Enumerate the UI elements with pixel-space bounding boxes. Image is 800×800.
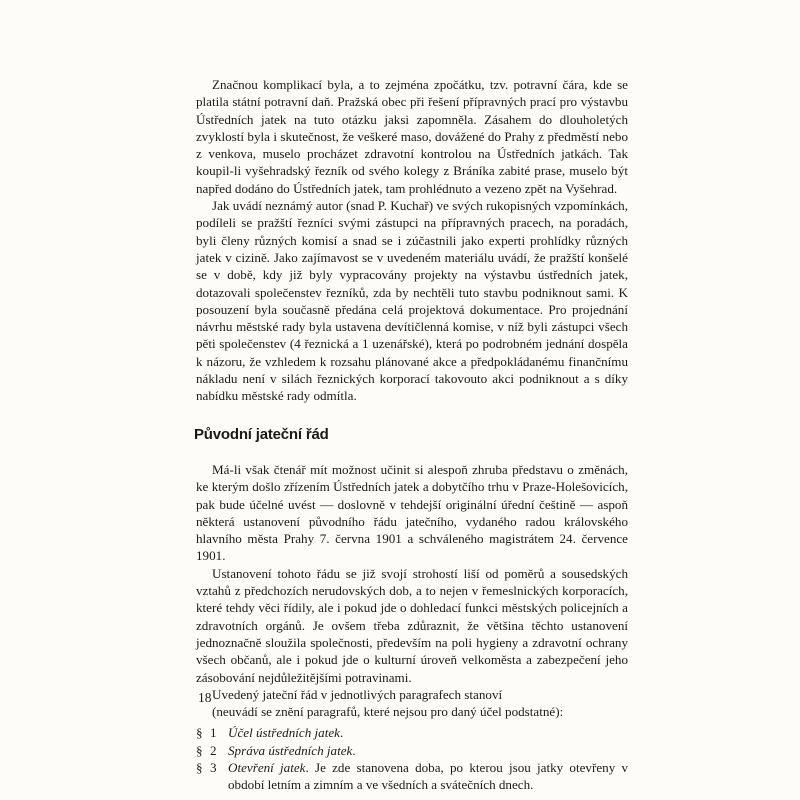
item-body (228, 724, 628, 741)
list-item (196, 724, 628, 741)
paragraph: Ustanovení tohoto řádu se již svojí strohostí liší od poměrů a sousedských vztahů z předchozích nerudovských dob, a to nejen v řemeslnických korporacích, které tehdy věci řídily, ale i pokud jde o dohledací funkci městských policejních a zdravotních orgánů. Je ovšem třeba zdůraznit, že většina těchto ustanovení jednoznačně sloužila společnosti, především na poli hygieny a zdravotní ochrany všech občanů, ale i pokud jde o kulturní úroveň velkoměsta a zabezpečení jeho zásobování nejdůležitějšími potravinami. (196, 565, 628, 685)
item-number: 3 (210, 759, 217, 775)
item-title-end: . (352, 742, 356, 758)
text-block (196, 76, 628, 794)
paragraph: Jak uvádí neznámý autor (snad P. Kuchař) ve svých rukopisných vzpomínkách, podíleli se pražští řezníci svými zástupci na přípravných pracech, na poradách, byli členy různých komisí a snad se i zúčastnili jako experti prohlídky různých jatek v cizině. Jako zajímavost se v uvedeném materiálu uvádí, že pražští konšelé se v době, kdy již byly vypracovány projekty na výstavbu ústředních jatek, dotazovali společenstev řezníků, zda by nechtěli tuto stavbu podniknout sami. K posouzení byla současně předána celá projektová dokumentace. Pro projednání návrhu městské rady byla ustavena devítičlenná komise, v níž byli zástupci všech pěti společenstev (4 řeznická a 1 uzenářské), která po podrobném jednání dospěla k názoru, že vzhledem k rozsahu plánované akce a předpokládanému finančnímu nákladu není v silách řeznických korporací takovouto akci podniknout a s díky nabídku městské rady odmítla. (196, 198, 628, 404)
item-title: Účel ústředních jatek (228, 725, 340, 741)
item-body (228, 742, 628, 759)
page-number: 18 (198, 690, 212, 705)
item-number: 1 (210, 725, 217, 741)
paragraph: Uvedený jateční řád v jednotlivých paragrafech stanoví (212, 686, 503, 702)
item-text: Je zde stanovena doba, po kterou jsou jatky otevřeny v období letním a zimním a ve všedních a svátečních dnech. (228, 759, 628, 793)
paragraph: Značnou komplikací byla, a to zejména zpočátku, tzv. potravní čára, kde se platila státní potravní daň. Pražská obec při řešení přípravných prací pro výstavbu Ústředních jatek na tuto otázku jaksi zapomněla. Zásahem do dlouholetých zvyklostí byla i skutečnost, že veškeré maso, dovážené do Prahy z předměstí nebo z venkova, muselo procházet zdravotní kontrolou na Ústředních jatkách. Tak koupil-li vyšehradský řezník od svého kolegy z Bráníka zabité prase, muselo být napřed dodáno do Ústředních jatek, tam prohlédnuto a vezeno zpět na Vyšehrad. (196, 77, 628, 196)
item-number: 2 (210, 742, 217, 758)
list-intro-note: (neuvádí se znění paragrafů, které nejsou pro daný účel podstatné): (212, 704, 564, 720)
paragraph-list (196, 724, 628, 793)
item-title: Otevření jatek (228, 759, 306, 775)
section-sign: § (196, 725, 203, 741)
item-title-end: . (340, 725, 344, 741)
section-sign: § (196, 759, 203, 775)
list-item (196, 759, 628, 794)
item-title-end: . (305, 759, 309, 775)
section-sign: § (196, 742, 203, 758)
item-body (228, 759, 628, 794)
section-heading: Původní jateční řád (194, 425, 329, 443)
list-item (196, 742, 628, 759)
item-title: Správa ústředních jatek (228, 742, 353, 758)
paragraph: Má-li však čtenář mít možnost učinit si alespoň zhruba představu o změnách, ke kterým došlo zřízením Ústředních jatek a dobytčího trhu v Praze-Holešovicích, pak bude účelné uvést — doslovně v tehdejší originální úřední češtině — aspoň některá ustanovení původního řádu jatečního, vydaného radou královského hlavního města Prahy 7. června 1901 a schváleného magistrátem 24. července 1901. (196, 461, 628, 564)
